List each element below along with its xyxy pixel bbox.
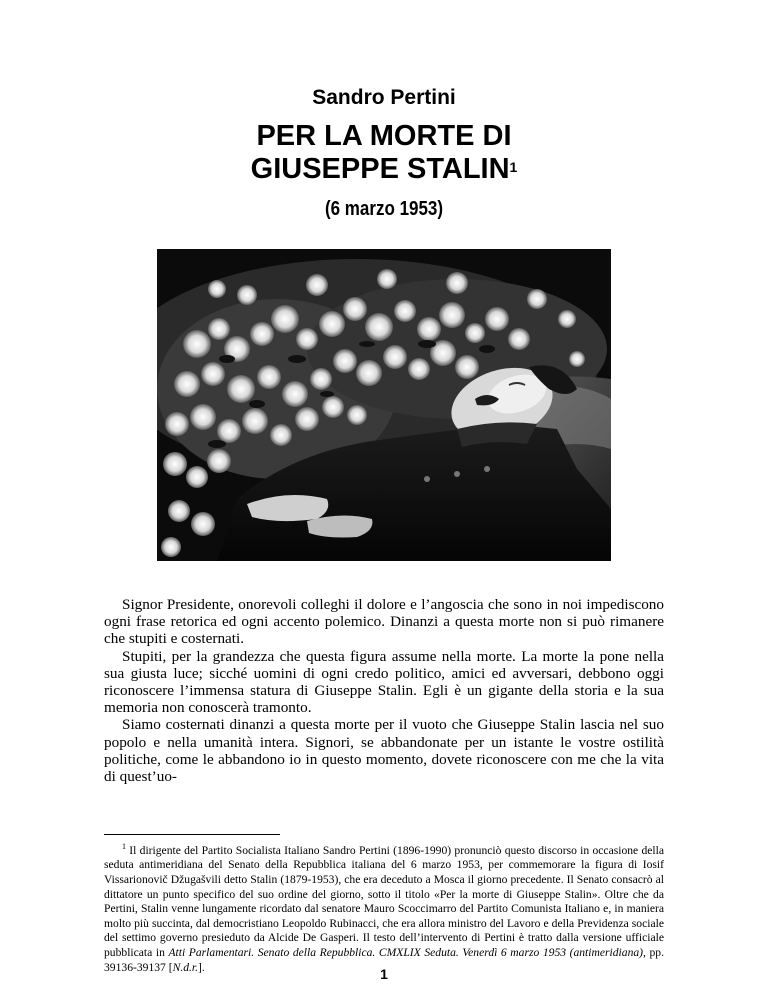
footnote-mark: 1 bbox=[122, 842, 126, 851]
footnote-source: Atti Parlamentari. Senato della Repubblica. CMXLIX Seduta. Venerdì 6 marzo 1953 (antimeridiana) bbox=[168, 946, 644, 960]
page-number: 1 bbox=[380, 966, 388, 982]
title-line-2-text: GIUSEPPE STALIN bbox=[250, 153, 510, 185]
speech-body bbox=[104, 596, 664, 785]
paragraph: Siamo costernati dinanzi a questa morte per il vuoto che Giuseppe Stalin lascia nel suo popolo e nella umanità intera. Signori, se abbandonate per un istante le vostre ostilità politiche, come le abbandono io in questo momento, dovete riconoscere con me che la vita di quest’uo- bbox=[104, 716, 664, 786]
paragraph: Signor Presidente, onorevoli colleghi il dolore e l’angoscia che sono in noi impediscono ogni frase retorica ed ogni accento polemico. Dinanzi a questa morte non si può rimanere che stupiti e costernati. bbox=[104, 596, 664, 648]
footnote bbox=[104, 840, 664, 975]
document-title bbox=[0, 120, 768, 186]
author-name: Sandro Pertini bbox=[312, 86, 456, 109]
footnote-pages: , pp. 39136-39137 [ bbox=[104, 946, 664, 974]
title-line-2 bbox=[0, 153, 768, 186]
title-line-1: PER LA MORTE DI bbox=[256, 120, 512, 152]
footnote-closing: ]. bbox=[198, 960, 205, 974]
photograph bbox=[157, 249, 611, 561]
footnote-text: Il dirigente del Partito Socialista Italiano Sandro Pertini (1896-1990) pronunciò questo discorso in occasione della seduta antimeridiana del Senato della Repubblica italiana del 6 marzo 1953, per commemorare la figura di Iosif Vissarionovič Džugašvili detto Stalin (1879-1953), che era deceduto a Mosca il giorno precedente. Il Senato consacrò al dittatore un punto specifico del suo ordine del giorno, sotto il titolo «Per la morte di Giuseppe Stalin». Oltre che da Pertini, Stalin venne lungamente ricordato dal senatore Mauro Scoccimarro del Partito Comunista Italiano e, in maniera molto più succinta, dal democristiano Leopoldo Rubinacci, che era allora ministro del Lavoro e della Previdenza sociale del settimo governo presieduto da Alcide De Gasperi. Il testo dell’intervento di Pertini è tratto dalla versione ufficiale pubblicata in bbox=[104, 843, 665, 960]
footnote-reference: 1 bbox=[509, 159, 518, 175]
footnote-editor-note: N.d.r. bbox=[172, 960, 199, 974]
paragraph: Stupiti, per la grandezza che questa figura assume nella morte. La morte la pone nella sua giusta luce; sicché uomini di ogni credo politico, amici ed avversari, debbono oggi riconoscere l’immensa statura di Giuseppe Stalin. Egli è un gigante della storia e la sua memoria non conoscerà tramonto. bbox=[104, 647, 664, 717]
footnote-separator bbox=[104, 834, 280, 835]
document-date: (6 marzo 1953) bbox=[324, 198, 444, 220]
footnote-paragraph bbox=[104, 840, 664, 975]
